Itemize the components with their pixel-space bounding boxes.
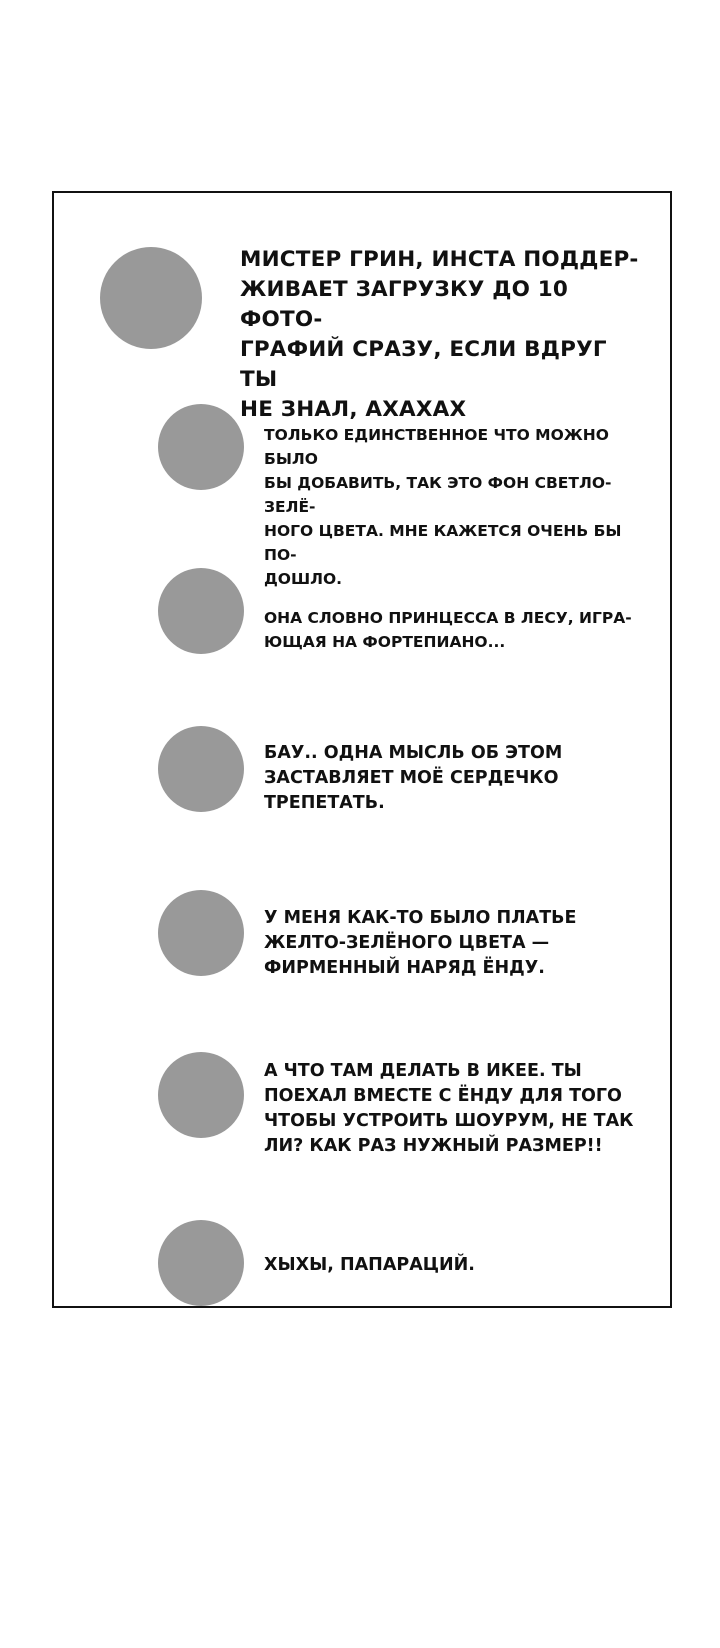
comment-text: ХЫХЫ, ПАПАРАЦИЙ. bbox=[264, 1255, 475, 1275]
avatar bbox=[158, 1220, 244, 1306]
comment-text: У МЕНЯ КАК-ТО БЫЛО ПЛАТЬЕ ЖЕЛТО-ЗЕЛЁНОГО ЦВЕТА — ФИРМЕННЫЙ НАРЯД ЁНДУ. bbox=[264, 908, 577, 978]
avatar bbox=[158, 1052, 244, 1138]
avatar bbox=[158, 568, 244, 654]
comment-text: ОНА СЛОВНО ПРИНЦЕССА В ЛЕСУ, ИГРА- ЮЩАЯ НА ФОРТЕПИАНО... bbox=[264, 609, 632, 651]
comment-text: ТОЛЬКО ЕДИНСТВЕННОЕ ЧТО МОЖНО БЫЛО БЫ ДОБАВИТЬ, ТАК ЭТО ФОН СВЕТЛО-ЗЕЛЁ- НОГО ЦВЕТА. МНЕ КАЖЕТСЯ ОЧЕНЬ БЫ ПО- ДОШЛО. bbox=[264, 426, 622, 588]
avatar bbox=[100, 247, 202, 349]
avatar bbox=[158, 890, 244, 976]
comment-text: А ЧТО ТАМ ДЕЛАТЬ В ИКЕЕ. ТЫ ПОЕХАЛ ВМЕСТЕ С ЁНДУ ДЛЯ ТОГО ЧТОБЫ УСТРОИТЬ ШОУРУМ, НЕ ТАК ЛИ? КАК РАЗ НУЖНЫЙ РАЗМЕР!! bbox=[264, 1061, 634, 1156]
comment-text: БАУ.. ОДНА МЫСЛЬ ОБ ЭТОМ ЗАСТАВЛЯЕТ МОЁ СЕРДЕЧКО ТРЕПЕТАТЬ. bbox=[264, 743, 563, 813]
comments-panel bbox=[52, 191, 672, 1308]
avatar bbox=[158, 726, 244, 812]
comment-text: МИСТЕР ГРИН, ИНСТА ПОДДЕР- ЖИВАЕТ ЗАГРУЗКУ ДО 10 ФОТО- ГРАФИЙ СРАЗУ, ЕСЛИ ВДРУГ ТЫ НЕ ЗНАЛ, АХАХАХ bbox=[240, 247, 639, 422]
avatar bbox=[158, 404, 244, 490]
